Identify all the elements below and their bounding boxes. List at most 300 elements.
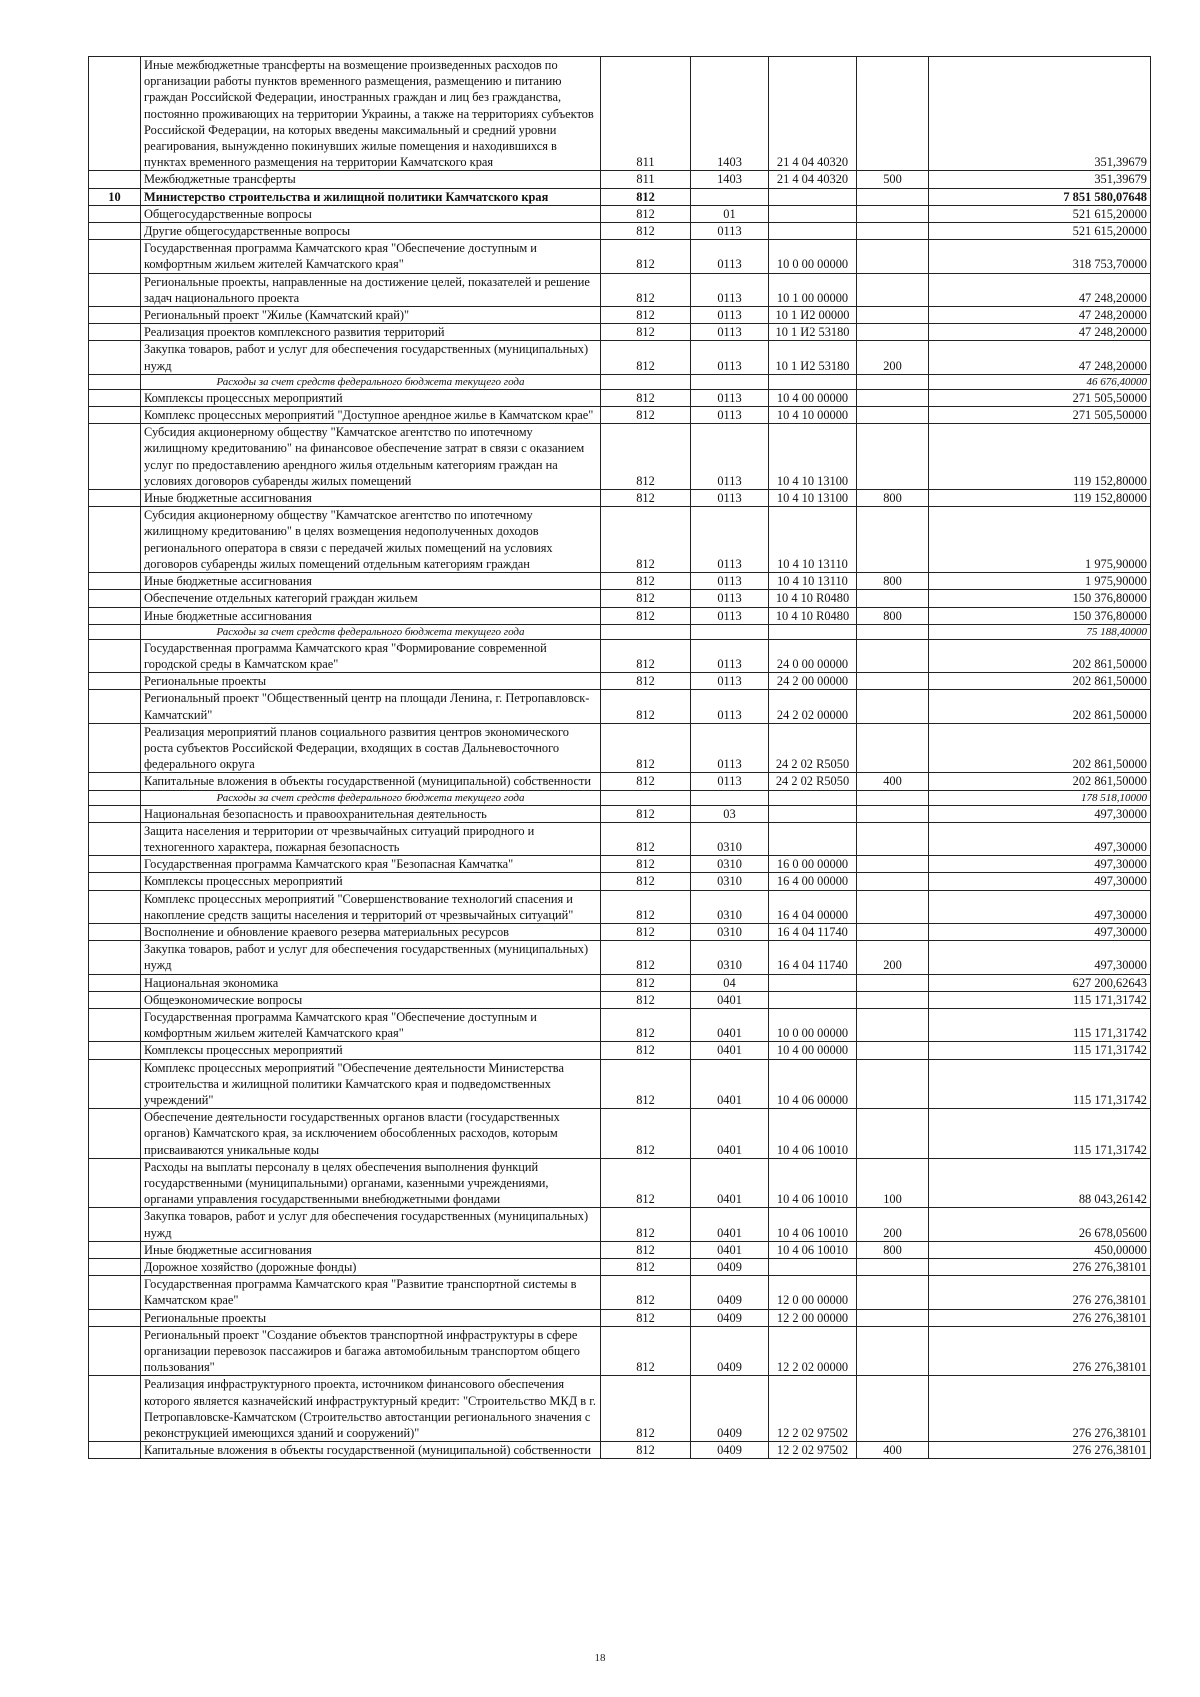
row-number-cell — [89, 941, 141, 974]
table-row — [89, 240, 1151, 273]
item-name-cell: Иные бюджетные ассигнования — [141, 607, 601, 624]
table-row — [89, 205, 1151, 222]
table-row — [89, 573, 1151, 590]
expense-type-code-cell — [857, 223, 929, 240]
target-article-code-cell — [769, 790, 857, 805]
target-article-code-cell: 10 4 00 00000 — [769, 389, 857, 406]
target-article-code-cell: 24 2 02 R5050 — [769, 773, 857, 790]
table-row — [89, 723, 1151, 773]
ministry-code-cell — [601, 624, 691, 639]
expense-type-code-cell — [857, 1059, 929, 1109]
expense-type-code-cell: 100 — [857, 1158, 929, 1208]
section-code-cell: 0409 — [691, 1276, 769, 1309]
expense-type-code-cell — [857, 507, 929, 573]
item-name-cell: Государственная программа Камчатского края "Формирование современной городской среды в Камчатском крае" — [141, 639, 601, 672]
table-row — [89, 1259, 1151, 1276]
target-article-code-cell: 10 4 10 00000 — [769, 407, 857, 424]
row-number-cell — [89, 341, 141, 374]
item-name-cell: Защита населения и территории от чрезвычайных ситуаций природного и техногенного характера, пожарная безопасность — [141, 822, 601, 855]
table-row — [89, 1241, 1151, 1258]
target-article-code-cell — [769, 205, 857, 222]
table-row — [89, 1442, 1151, 1459]
row-number-cell — [89, 1208, 141, 1241]
item-name-cell: Межбюджетные трансферты — [141, 171, 601, 188]
table-row — [89, 57, 1151, 171]
target-article-code-cell — [769, 223, 857, 240]
table-row — [89, 1109, 1151, 1159]
section-code-cell: 04 — [691, 974, 769, 991]
amount-cell: 115 171,31742 — [929, 991, 1151, 1008]
item-name-cell: Министерство строительства и жилищной политики Камчатского края — [141, 188, 601, 205]
row-number-cell — [89, 590, 141, 607]
item-name-cell: Реализация инфраструктурного проекта, источником финансового обеспечения которого является казначейский инфраструктурный кредит: "Строительство МКД в г. Петропавловске-Камчатском (Строительство автостанции регионального значения с реконструкцией имеющихся зданий и сооружений)" — [141, 1376, 601, 1442]
ministry-code-cell: 812 — [601, 974, 691, 991]
ministry-code-cell: 812 — [601, 639, 691, 672]
target-article-code-cell: 10 4 06 10010 — [769, 1208, 857, 1241]
item-name-cell: Региональные проекты — [141, 1309, 601, 1326]
expense-type-code-cell: 800 — [857, 573, 929, 590]
section-code-cell: 0113 — [691, 324, 769, 341]
table-row — [89, 171, 1151, 188]
row-number-cell — [89, 389, 141, 406]
section-code-cell: 0401 — [691, 1059, 769, 1109]
target-article-code-cell: 12 2 02 00000 — [769, 1326, 857, 1376]
target-article-code-cell: 10 1 И2 53180 — [769, 324, 857, 341]
amount-cell: 521 615,20000 — [929, 205, 1151, 222]
item-name-cell: Комплексы процессных мероприятий — [141, 1042, 601, 1059]
row-number-cell — [89, 1008, 141, 1041]
ministry-code-cell: 812 — [601, 873, 691, 890]
item-name-cell: Расходы за счет средств федерального бюджета текущего года — [141, 624, 601, 639]
section-code-cell: 0409 — [691, 1442, 769, 1459]
table-body — [89, 57, 1151, 1459]
expense-type-code-cell — [857, 1376, 929, 1442]
table-row — [89, 389, 1151, 406]
amount-cell: 150 376,80000 — [929, 607, 1151, 624]
expense-type-code-cell — [857, 407, 929, 424]
row-number-cell — [89, 805, 141, 822]
table-row — [89, 188, 1151, 205]
expense-type-code-cell: 200 — [857, 341, 929, 374]
amount-cell: 115 171,31742 — [929, 1042, 1151, 1059]
ministry-code-cell: 812 — [601, 690, 691, 723]
ministry-code-cell: 812 — [601, 1376, 691, 1442]
item-name-cell: Региональные проекты, направленные на достижение целей, показателей и решение задач национального проекта — [141, 273, 601, 306]
section-code-cell: 0113 — [691, 307, 769, 324]
expense-type-code-cell — [857, 307, 929, 324]
section-code-cell: 0113 — [691, 723, 769, 773]
section-code-cell — [691, 624, 769, 639]
ministry-code-cell: 811 — [601, 57, 691, 171]
amount-cell: 1 975,90000 — [929, 507, 1151, 573]
ministry-code-cell: 812 — [601, 273, 691, 306]
target-article-code-cell: 16 4 00 00000 — [769, 873, 857, 890]
amount-cell: 115 171,31742 — [929, 1059, 1151, 1109]
item-name-cell: Иные бюджетные ассигнования — [141, 573, 601, 590]
amount-cell: 47 248,20000 — [929, 324, 1151, 341]
target-article-code-cell — [769, 374, 857, 389]
amount-cell: 75 188,40000 — [929, 624, 1151, 639]
row-number-cell — [89, 790, 141, 805]
target-article-code-cell: 16 4 04 11740 — [769, 923, 857, 940]
row-number-cell — [89, 1042, 141, 1059]
amount-cell: 276 276,38101 — [929, 1326, 1151, 1376]
target-article-code-cell — [769, 805, 857, 822]
amount-cell: 271 505,50000 — [929, 389, 1151, 406]
table-row — [89, 341, 1151, 374]
amount-cell: 47 248,20000 — [929, 341, 1151, 374]
budget-table — [88, 56, 1151, 1459]
target-article-code-cell: 10 4 10 13100 — [769, 490, 857, 507]
item-name-cell: Расходы за счет средств федерального бюджета текущего года — [141, 374, 601, 389]
expense-type-code-cell — [857, 1259, 929, 1276]
table-row — [89, 223, 1151, 240]
row-number-cell — [89, 1442, 141, 1459]
amount-cell: 7 851 580,07648 — [929, 188, 1151, 205]
table-row — [89, 490, 1151, 507]
row-number-cell — [89, 856, 141, 873]
item-name-cell: Общеэкономические вопросы — [141, 991, 601, 1008]
ministry-code-cell: 812 — [601, 573, 691, 590]
expense-type-code-cell — [857, 205, 929, 222]
item-name-cell: Дорожное хозяйство (дорожные фонды) — [141, 1259, 601, 1276]
amount-cell: 202 861,50000 — [929, 690, 1151, 723]
ministry-code-cell: 811 — [601, 171, 691, 188]
item-name-cell: Государственная программа Камчатского края "Обеспечение доступным и комфортным жильем жителей Камчатского края" — [141, 240, 601, 273]
section-code-cell: 0113 — [691, 341, 769, 374]
section-code-cell: 0113 — [691, 389, 769, 406]
target-article-code-cell: 24 2 00 00000 — [769, 673, 857, 690]
item-name-cell: Иные бюджетные ассигнования — [141, 1241, 601, 1258]
target-article-code-cell — [769, 991, 857, 1008]
row-number-cell — [89, 639, 141, 672]
ministry-code-cell: 812 — [601, 1276, 691, 1309]
table-row — [89, 1042, 1151, 1059]
page-number: 18 — [594, 1652, 606, 1664]
expense-type-code-cell — [857, 1008, 929, 1041]
expense-type-code-cell — [857, 1109, 929, 1159]
ministry-code-cell: 812 — [601, 822, 691, 855]
amount-cell: 521 615,20000 — [929, 223, 1151, 240]
section-code-cell: 0310 — [691, 873, 769, 890]
row-number-cell — [89, 873, 141, 890]
section-code-cell: 0409 — [691, 1326, 769, 1376]
section-code-cell: 1403 — [691, 57, 769, 171]
row-number-cell — [89, 773, 141, 790]
target-article-code-cell: 10 1 00 00000 — [769, 273, 857, 306]
item-name-cell: Субсидия акционерному обществу "Камчатское агентство по ипотечному жилищному кредитованию" на финансовое обеспечение затрат в связи с оказанием услуг по предоставлению арендного жилья отдельным категориям граждан на условиях договоров субаренды жилых помещений — [141, 424, 601, 490]
ministry-code-cell: 812 — [601, 1259, 691, 1276]
item-name-cell: Восполнение и обновление краевого резерва материальных ресурсов — [141, 923, 601, 940]
section-code-cell: 03 — [691, 805, 769, 822]
amount-cell: 497,30000 — [929, 873, 1151, 890]
table-row — [89, 624, 1151, 639]
amount-cell: 202 861,50000 — [929, 773, 1151, 790]
ministry-code-cell: 812 — [601, 407, 691, 424]
section-code-cell: 01 — [691, 205, 769, 222]
row-number-cell — [89, 573, 141, 590]
row-number-cell — [89, 673, 141, 690]
section-code-cell: 0401 — [691, 1042, 769, 1059]
section-code-cell: 0409 — [691, 1259, 769, 1276]
expense-type-code-cell — [857, 991, 929, 1008]
item-name-cell: Капитальные вложения в объекты государственной (муниципальной) собственности — [141, 1442, 601, 1459]
expense-type-code-cell — [857, 723, 929, 773]
row-number-cell — [89, 205, 141, 222]
expense-type-code-cell — [857, 374, 929, 389]
amount-cell: 119 152,80000 — [929, 424, 1151, 490]
row-number-cell — [89, 624, 141, 639]
ministry-code-cell: 812 — [601, 590, 691, 607]
amount-cell: 26 678,05600 — [929, 1208, 1151, 1241]
ministry-code-cell: 812 — [601, 1442, 691, 1459]
section-code-cell: 0113 — [691, 223, 769, 240]
item-name-cell: Региональный проект "Жилье (Камчатский край)" — [141, 307, 601, 324]
table-row — [89, 374, 1151, 389]
amount-cell: 627 200,62643 — [929, 974, 1151, 991]
expense-type-code-cell — [857, 240, 929, 273]
row-number-cell — [89, 822, 141, 855]
ministry-code-cell: 812 — [601, 223, 691, 240]
target-article-code-cell: 10 4 06 00000 — [769, 1059, 857, 1109]
table-row — [89, 690, 1151, 723]
section-code-cell: 0401 — [691, 1158, 769, 1208]
item-name-cell: Государственная программа Камчатского края "Развитие транспортной системы в Камчатском крае" — [141, 1276, 601, 1309]
item-name-cell: Региональный проект "Создание объектов транспортной инфраструктуры в сфере организации перевозок пассажиров и багажа автомобильным транспортом общего пользования" — [141, 1326, 601, 1376]
item-name-cell: Реализация проектов комплексного развития территорий — [141, 324, 601, 341]
item-name-cell: Другие общегосударственные вопросы — [141, 223, 601, 240]
section-code-cell: 0310 — [691, 822, 769, 855]
table-row — [89, 773, 1151, 790]
row-number-cell — [89, 1109, 141, 1159]
row-number-cell — [89, 223, 141, 240]
expense-type-code-cell — [857, 590, 929, 607]
target-article-code-cell — [769, 974, 857, 991]
expense-type-code-cell — [857, 624, 929, 639]
amount-cell: 351,39679 — [929, 171, 1151, 188]
item-name-cell: Комплекс процессных мероприятий "Обеспечение деятельности Министерства строительства и жилищной политики Камчатского края и подведомственных учреждений" — [141, 1059, 601, 1109]
ministry-code-cell: 812 — [601, 424, 691, 490]
expense-type-code-cell: 400 — [857, 1442, 929, 1459]
expense-type-code-cell — [857, 424, 929, 490]
amount-cell: 276 276,38101 — [929, 1376, 1151, 1442]
expense-type-code-cell — [857, 1326, 929, 1376]
table-row — [89, 856, 1151, 873]
target-article-code-cell: 24 2 02 R5050 — [769, 723, 857, 773]
amount-cell: 46 676,40000 — [929, 374, 1151, 389]
expense-type-code-cell — [857, 273, 929, 306]
table-row — [89, 639, 1151, 672]
target-article-code-cell: 10 4 06 10010 — [769, 1241, 857, 1258]
ministry-code-cell: 812 — [601, 1326, 691, 1376]
item-name-cell: Закупка товаров, работ и услуг для обеспечения государственных (муниципальных) нужд — [141, 1208, 601, 1241]
amount-cell: 1 975,90000 — [929, 573, 1151, 590]
target-article-code-cell: 10 4 00 00000 — [769, 1042, 857, 1059]
target-article-code-cell — [769, 822, 857, 855]
target-article-code-cell: 10 0 00 00000 — [769, 1008, 857, 1041]
amount-cell: 276 276,38101 — [929, 1276, 1151, 1309]
amount-cell: 202 861,50000 — [929, 673, 1151, 690]
section-code-cell: 0409 — [691, 1376, 769, 1442]
target-article-code-cell: 24 0 00 00000 — [769, 639, 857, 672]
item-name-cell: Обеспечение отдельных категорий граждан жильем — [141, 590, 601, 607]
amount-cell: 276 276,38101 — [929, 1442, 1151, 1459]
item-name-cell: Комплекс процессных мероприятий "Доступное арендное жилье в Камчатском крае" — [141, 407, 601, 424]
section-code-cell: 0113 — [691, 773, 769, 790]
ministry-code-cell: 812 — [601, 341, 691, 374]
row-number-cell — [89, 690, 141, 723]
expense-type-code-cell — [857, 805, 929, 822]
amount-cell: 115 171,31742 — [929, 1109, 1151, 1159]
section-code-cell: 0401 — [691, 1208, 769, 1241]
target-article-code-cell: 10 4 10 13100 — [769, 424, 857, 490]
table-row — [89, 790, 1151, 805]
section-code-cell: 0113 — [691, 240, 769, 273]
ministry-code-cell: 812 — [601, 991, 691, 1008]
expense-type-code-cell — [857, 1276, 929, 1309]
target-article-code-cell: 10 4 10 13110 — [769, 507, 857, 573]
section-code-cell: 0113 — [691, 490, 769, 507]
section-code-cell: 0401 — [691, 1241, 769, 1258]
table-row — [89, 324, 1151, 341]
row-number-cell: 10 — [89, 188, 141, 205]
ministry-code-cell: 812 — [601, 1241, 691, 1258]
row-number-cell — [89, 1309, 141, 1326]
item-name-cell: Государственная программа Камчатского края "Безопасная Камчатка" — [141, 856, 601, 873]
ministry-code-cell: 812 — [601, 1309, 691, 1326]
target-article-code-cell: 10 4 06 10010 — [769, 1158, 857, 1208]
expense-type-code-cell: 800 — [857, 1241, 929, 1258]
table-row — [89, 590, 1151, 607]
ministry-code-cell — [601, 790, 691, 805]
target-article-code-cell — [769, 624, 857, 639]
section-code-cell: 0310 — [691, 856, 769, 873]
target-article-code-cell: 16 4 04 00000 — [769, 890, 857, 923]
section-code-cell — [691, 374, 769, 389]
target-article-code-cell — [769, 1259, 857, 1276]
section-code-cell: 0310 — [691, 923, 769, 940]
item-name-cell: Общегосударственные вопросы — [141, 205, 601, 222]
amount-cell: 150 376,80000 — [929, 590, 1151, 607]
item-name-cell: Региональные проекты — [141, 673, 601, 690]
row-number-cell — [89, 723, 141, 773]
section-code-cell: 0401 — [691, 991, 769, 1008]
amount-cell: 119 152,80000 — [929, 490, 1151, 507]
target-article-code-cell: 16 0 00 00000 — [769, 856, 857, 873]
row-number-cell — [89, 991, 141, 1008]
section-code-cell: 0113 — [691, 407, 769, 424]
table-row — [89, 923, 1151, 940]
amount-cell: 497,30000 — [929, 890, 1151, 923]
amount-cell: 115 171,31742 — [929, 1008, 1151, 1041]
expense-type-code-cell — [857, 324, 929, 341]
target-article-code-cell: 10 4 10 R0480 — [769, 607, 857, 624]
expense-type-code-cell — [857, 873, 929, 890]
item-name-cell: Иные межбюджетные трансферты на возмещение произведенных расходов по организации работы пунктов временного размещения, размещению и питанию граждан Российской Федерации, иностранных граждан и лиц без гражданства, постоянно проживающих на территории Украины, а также на территориях субъектов Российской Федерации, на которых введены максимальный и средний уровни реагирования, вынужденно покинувших жилые помещения и находившихся в пунктах временного размещения на территории Камчатского края — [141, 57, 601, 171]
table-row — [89, 424, 1151, 490]
row-number-cell — [89, 171, 141, 188]
item-name-cell: Закупка товаров, работ и услуг для обеспечения государственных (муниципальных) нужд — [141, 341, 601, 374]
row-number-cell — [89, 1259, 141, 1276]
ministry-code-cell: 812 — [601, 890, 691, 923]
amount-cell: 202 861,50000 — [929, 723, 1151, 773]
section-code-cell: 0310 — [691, 890, 769, 923]
expense-type-code-cell — [857, 389, 929, 406]
table-row — [89, 607, 1151, 624]
target-article-code-cell: 12 2 02 97502 — [769, 1442, 857, 1459]
section-code-cell: 0113 — [691, 673, 769, 690]
amount-cell: 497,30000 — [929, 923, 1151, 940]
row-number-cell — [89, 1158, 141, 1208]
section-code-cell: 1403 — [691, 171, 769, 188]
target-article-code-cell: 10 1 И2 53180 — [769, 341, 857, 374]
expense-type-code-cell — [857, 1042, 929, 1059]
expense-type-code-cell: 800 — [857, 607, 929, 624]
amount-cell: 271 505,50000 — [929, 407, 1151, 424]
section-code-cell — [691, 790, 769, 805]
section-code-cell: 0113 — [691, 507, 769, 573]
table-row — [89, 507, 1151, 573]
table-row — [89, 1008, 1151, 1041]
ministry-code-cell: 812 — [601, 1008, 691, 1041]
expense-type-code-cell — [857, 923, 929, 940]
expense-type-code-cell — [857, 856, 929, 873]
row-number-cell — [89, 307, 141, 324]
amount-cell: 276 276,38101 — [929, 1309, 1151, 1326]
ministry-code-cell: 812 — [601, 607, 691, 624]
expense-type-code-cell — [857, 790, 929, 805]
row-number-cell — [89, 57, 141, 171]
table-row — [89, 307, 1151, 324]
row-number-cell — [89, 1059, 141, 1109]
row-number-cell — [89, 240, 141, 273]
target-article-code-cell: 10 4 10 R0480 — [769, 590, 857, 607]
section-code-cell: 0113 — [691, 573, 769, 590]
amount-cell: 497,30000 — [929, 805, 1151, 822]
table-row — [89, 873, 1151, 890]
row-number-cell — [89, 490, 141, 507]
target-article-code-cell: 12 2 02 97502 — [769, 1376, 857, 1442]
table-row — [89, 407, 1151, 424]
section-code-cell: 0401 — [691, 1109, 769, 1159]
ministry-code-cell: 812 — [601, 490, 691, 507]
ministry-code-cell: 812 — [601, 673, 691, 690]
table-row — [89, 1326, 1151, 1376]
amount-cell: 178 518,10000 — [929, 790, 1151, 805]
section-code-cell: 0113 — [691, 590, 769, 607]
ministry-code-cell: 812 — [601, 324, 691, 341]
row-number-cell — [89, 890, 141, 923]
row-number-cell — [89, 407, 141, 424]
ministry-code-cell: 812 — [601, 941, 691, 974]
expense-type-code-cell — [857, 57, 929, 171]
section-code-cell: 0310 — [691, 941, 769, 974]
amount-cell: 318 753,70000 — [929, 240, 1151, 273]
amount-cell: 351,39679 — [929, 57, 1151, 171]
target-article-code-cell: 10 0 00 00000 — [769, 240, 857, 273]
section-code-cell: 0113 — [691, 607, 769, 624]
table-row — [89, 941, 1151, 974]
ministry-code-cell: 812 — [601, 923, 691, 940]
expense-type-code-cell — [857, 673, 929, 690]
section-code-cell: 0113 — [691, 690, 769, 723]
expense-type-code-cell — [857, 890, 929, 923]
amount-cell: 497,30000 — [929, 822, 1151, 855]
section-code-cell: 0401 — [691, 1008, 769, 1041]
row-number-cell — [89, 974, 141, 991]
item-name-cell: Национальная безопасность и правоохранительная деятельность — [141, 805, 601, 822]
amount-cell: 47 248,20000 — [929, 273, 1151, 306]
